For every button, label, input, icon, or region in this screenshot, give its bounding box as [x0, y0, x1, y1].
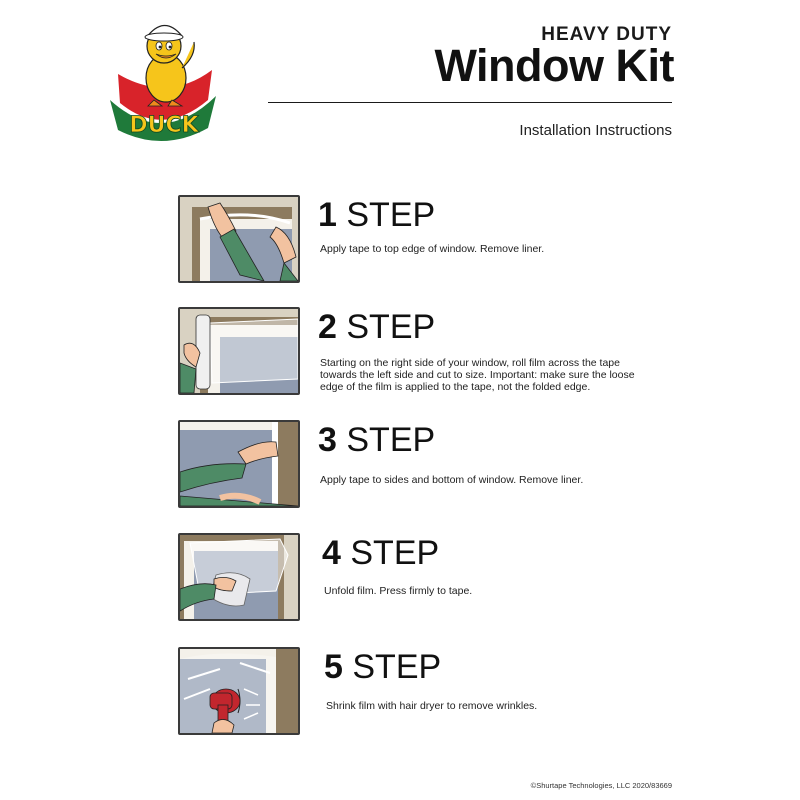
step-3-illustration	[178, 420, 300, 508]
copyright-notice: ©Shurtape Technologies, LLC 2020/83669	[530, 781, 672, 790]
step-2-heading	[318, 307, 435, 347]
step-5-description: Shrink film with hair dryer to remove wrinkles.	[326, 700, 538, 712]
step-2-description	[320, 357, 650, 393]
step-3-word: STEP	[346, 421, 436, 459]
step-3-number: 3	[318, 421, 337, 459]
step-1-heading	[318, 195, 435, 235]
step-1-word: STEP	[346, 196, 436, 234]
step-2-word: STEP	[346, 308, 436, 346]
step-4-number: 4	[322, 534, 341, 572]
step-1-description: Apply tape to top edge of window. Remove liner.	[320, 243, 545, 255]
step-2	[178, 307, 678, 397]
product-subtitle: HEAVY DUTY	[541, 24, 672, 45]
step-4	[178, 533, 678, 623]
step-1-number: 1	[318, 196, 337, 234]
step-2-illustration	[178, 307, 300, 395]
step-5	[178, 647, 678, 737]
step-4-description: Unfold film. Press firmly to tape.	[324, 585, 473, 597]
step-5-heading	[324, 647, 441, 687]
step-5-number: 5	[324, 648, 343, 686]
logo-text: DUCK	[129, 113, 199, 138]
step-5-word: STEP	[352, 648, 442, 686]
step-1-illustration	[178, 195, 300, 283]
step-3	[178, 420, 678, 510]
product-title: Window Kit	[434, 40, 674, 91]
step-5-illustration	[178, 647, 300, 735]
step-4-heading	[322, 533, 439, 573]
step-2-description-line-1: Starting on the right side of your window, roll film across the tape	[320, 357, 620, 369]
step-3-heading	[318, 420, 435, 460]
step-2-description-line-3: edge of the film is applied to the tape, not the folded edge.	[320, 381, 591, 393]
duck-brand-logo	[108, 8, 218, 143]
step-2-number: 2	[318, 308, 337, 346]
step-4-illustration	[178, 533, 300, 621]
step-1	[178, 195, 678, 285]
instructions-label: Installation Instructions	[519, 122, 672, 139]
header-divider	[268, 102, 672, 103]
step-3-description: Apply tape to sides and bottom of window. Remove liner.	[320, 474, 584, 486]
step-2-description-line-2: towards the left side and cut to size. Important: make sure the loose	[320, 369, 635, 381]
step-4-word: STEP	[350, 534, 440, 572]
